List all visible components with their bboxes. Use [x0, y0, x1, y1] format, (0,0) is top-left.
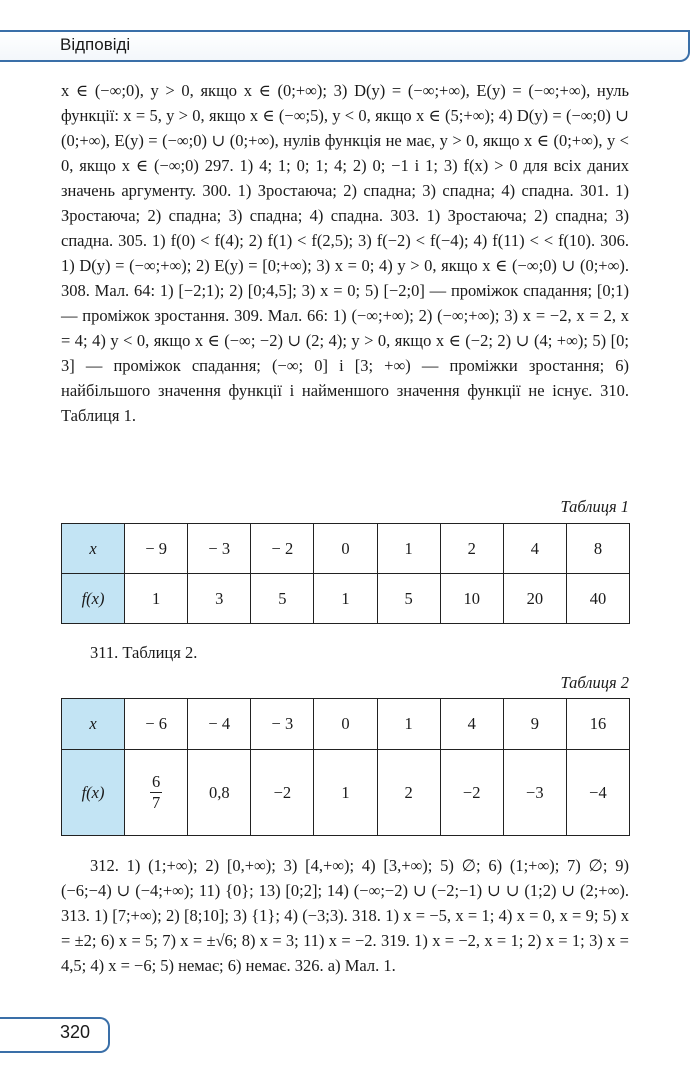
fraction: [150, 773, 162, 812]
table-cell: 1: [377, 699, 440, 750]
table-cell: − 3: [188, 524, 251, 574]
answers-text: x ∈ (−∞;0), y > 0, якщо x ∈ (0;+∞); 3) D(y) = (−∞;+∞), E(y) = (−∞;+∞), нуль функції: x = 5, y > 0, якщо x ∈ (−∞;5), y < 0, якщо x ∈ (5;+∞); 4) D(y) = (−∞;0) ∪ (0;+∞), E(y) = (−∞;0) ∪ (0;+∞), нулів функція не має, y > 0, якщо x ∈ (0;+∞), y < 0, якщо x ∈ (−∞;0) 297. 1) 4; 1; 0; 1; 4; 2) 0; −1 і 1; 3) f(x) > 0 для всіх даних значень аргументу. 300. 1) Зростаюча; 2) спадна; 3) спадна; 4) спадна. 301. 1) Зростаюча; 2) спадна; 3) спадна; 4) спадна. 303. 1) Зростаюча; 2) спадна; 3) спадна. 305. 1) f(0) < f(4); 2) f(1) < f(2,5); 3) f(−2) < f(−4); 4) f(11) < < f(10). 306. 1) D(y) = (−∞;+∞); 2) E(y) = [0;+∞); 3) x = 0; 4) y > 0, якщо x ∈ (−∞;0) ∪ (0;+∞). 308. Мал. 64: 1) [−2;1); 2) [0;4,5]; 3) x = 0; 5) [−2;0] — проміжок спадання; [0;1) — проміжок зростання. 309. Мал. 66: 1) (−∞;+∞); 2) (−∞;+∞); 3) x = −2, x = 2, x = 4; 4) y < 0, якщо x ∈ (−∞; −2) ∪ (2; 4); y > 0, якщо x ∈ (−2; 2) ∪ (4; +∞); 5) [0; 3] — проміжок спадання; (−∞; 0] і [3; +∞) — проміжки зростання; 6) найбільшого значення функції і найменшого значення функції не існує. 310. Таблиця 1.: [61, 81, 629, 425]
table-cell: 5: [251, 574, 314, 624]
table-1-f-label: f(x): [62, 574, 125, 624]
table-cell: − 4: [188, 699, 251, 750]
table-cell: − 2: [251, 524, 314, 574]
table-2-x-label: x: [62, 699, 125, 750]
table-cell: 0: [314, 699, 377, 750]
answers-paragraph-2: [61, 640, 629, 665]
table-cell: 9: [503, 699, 566, 750]
table-cell: 4: [440, 699, 503, 750]
fraction-denominator: 7: [152, 793, 161, 812]
table-2: [61, 698, 630, 836]
table-cell: 20: [503, 574, 566, 624]
table-cell: −3: [503, 750, 566, 836]
table-cell: 40: [566, 574, 629, 624]
table-cell: 2: [440, 524, 503, 574]
table-cell: − 6: [125, 699, 188, 750]
table-cell: 1: [314, 750, 377, 836]
table-1-x-label: x: [62, 524, 125, 574]
table-row: [62, 699, 630, 750]
section-title: Відповіді: [60, 35, 131, 54]
answers-paragraph-3: [61, 853, 629, 978]
table-cell: 10: [440, 574, 503, 624]
table-cell: 1: [377, 524, 440, 574]
table-cell: 1: [314, 574, 377, 624]
table-cell: 3: [188, 574, 251, 624]
answers-text: 312. 1) (1;+∞); 2) [0,+∞); 3) [4,+∞); 4) [3,+∞); 5) ∅; 6) (1;+∞); 7) ∅; 9) (−6;−4) ∪ (−4;+∞); 11) {0}; 13) [0;2]; 14) (−∞;−2) ∪ (−2;−1) ∪ ∪ (1;2) ∪ (2;+∞). 313. 1) [7;+∞); 2) [8;10]; 3) {1}; 4) (−3;3). 318. 1) x = −5, x = 1; 4) x = 0, x = 9; 5) x = ±2; 6) x = 5; 7) x = ±√6; 8) x = 3; 11) x = −2. 319. 1) x = −2, x = 1; 2) x = 1; 3) x = 4,5; 4) x = −6; 5) немає; 6) немає. 326. а) Мал. 1.: [61, 856, 629, 975]
table-cell: 4: [503, 524, 566, 574]
page-number-tab: [0, 1017, 110, 1053]
table-cell: 5: [377, 574, 440, 624]
table-row: [62, 574, 630, 624]
table-cell: − 9: [125, 524, 188, 574]
table-cell: 0,8: [188, 750, 251, 836]
table-cell: 16: [566, 699, 629, 750]
table-row: [62, 524, 630, 574]
table-cell: 1: [125, 574, 188, 624]
table-cell: − 3: [251, 699, 314, 750]
page-number: 320: [60, 1022, 91, 1042]
answers-text: 311. Таблиця 2.: [90, 643, 198, 662]
table-2-f-label: f(x): [62, 750, 125, 836]
answers-paragraph-1: [61, 78, 629, 428]
table-row: [62, 750, 630, 836]
table-1: [61, 523, 630, 624]
table-cell: 0: [314, 524, 377, 574]
table-cell: −2: [251, 750, 314, 836]
table-cell: −2: [440, 750, 503, 836]
fraction-numerator: 6: [150, 773, 162, 793]
table-1-caption: Таблиця 1: [560, 497, 629, 516]
table-cell: 8: [566, 524, 629, 574]
table-cell: −4: [566, 750, 629, 836]
table-2-caption: Таблиця 2: [560, 673, 629, 692]
table-cell: [125, 750, 188, 836]
table-cell: 2: [377, 750, 440, 836]
